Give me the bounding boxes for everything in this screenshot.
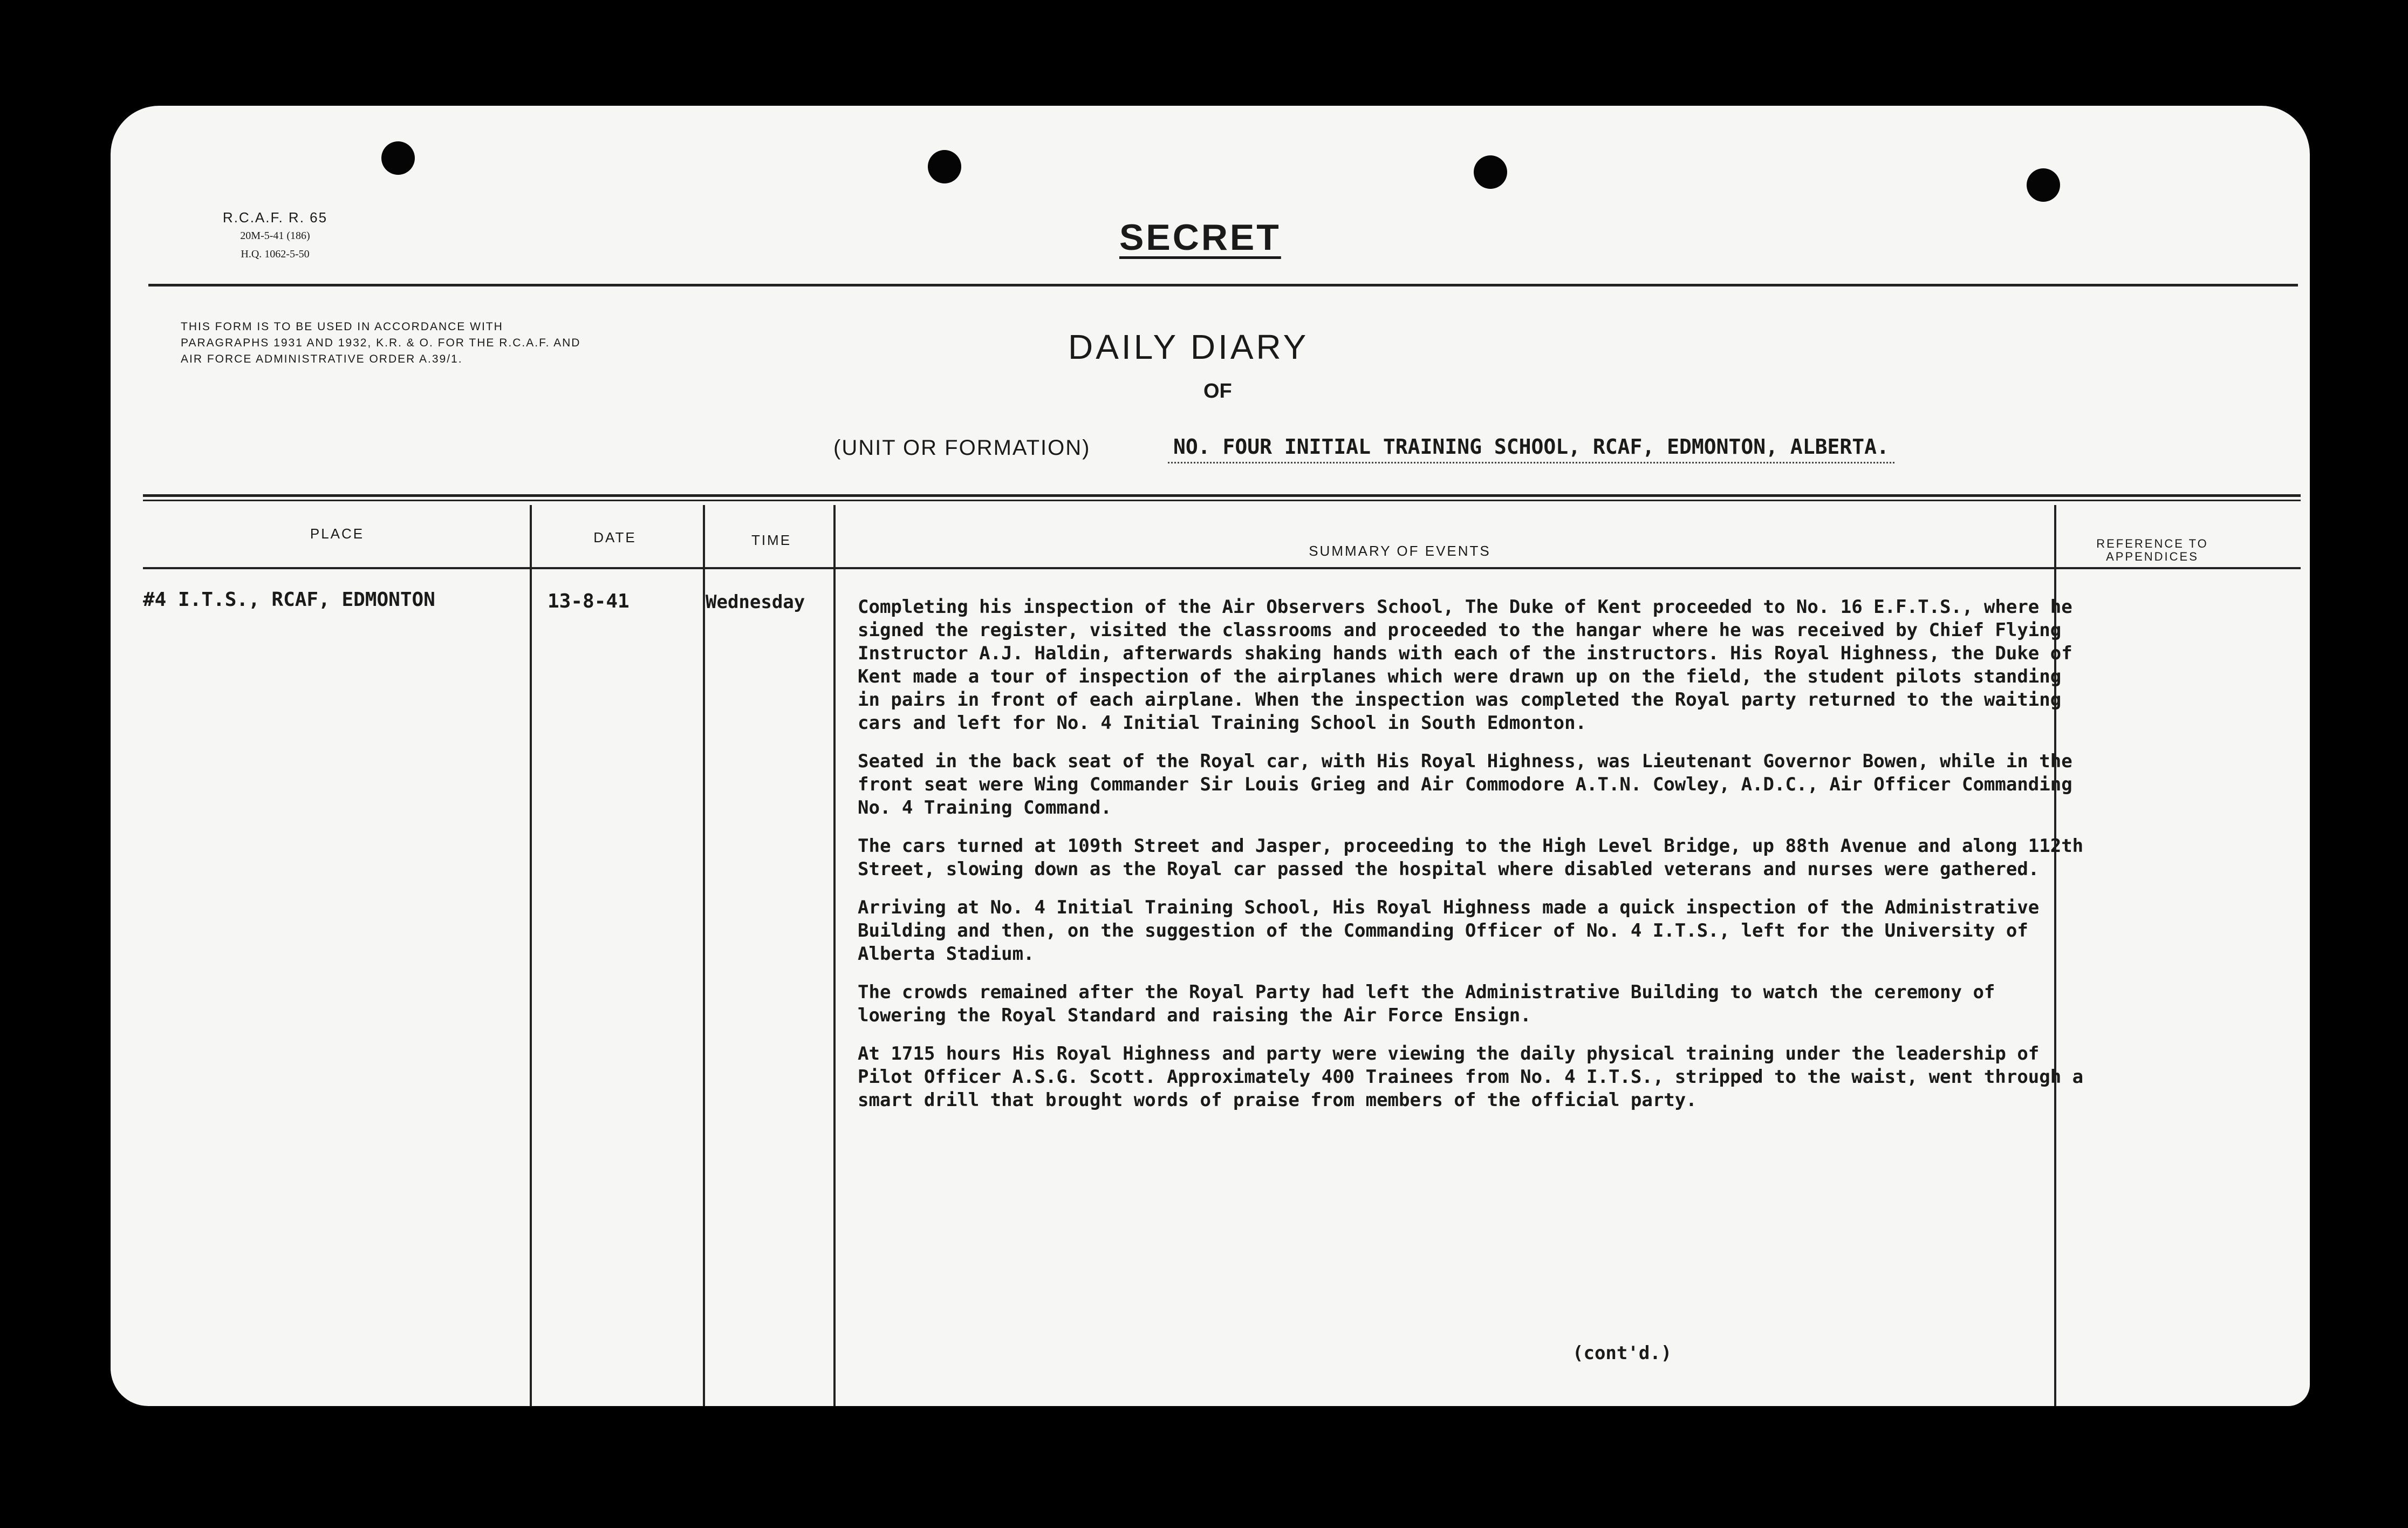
summary-paragraph: Seated in the back seat of the Royal car, with His Royal Highness, was Lieutenant Governor Bowen, while in the front seat were Wing Commander Sir Louis Grieg and Air Commodore A.T.N. Cowley, A.D.C., Air Officer Commanding No. 4 Training Command. [858,751,2072,818]
column-header-date: DATE [593,529,637,545]
unit-value: NO. FOUR INITIAL TRAINING SCHOOL, RCAF, EDMONTON, ALBERTA. [1168,435,1894,463]
entry-place: #4 I.T.S., RCAF, EDMONTON [143,589,435,611]
form-instructions: THIS FORM IS TO BE USED IN ACCORDANCE WITH PARAGRAPHS 1931 AND 1932, K.R. & O. FOR THE R.C.A.F. AND AIR FORCE ADMINISTRATIVE ORDER A.39/1. [181,320,581,365]
column-divider [530,505,532,1406]
diary-page [111,106,2310,1406]
form-hq-ref: H.Q. 1062-5-50 [241,248,310,260]
column-header-time: TIME [751,532,792,548]
summary-paragraph: Completing his inspection of the Air Observers School, The Duke of Kent proceeded to No. 16 E.F.T.S., where he signed the register, visited the classrooms and proceeded to the hangar where he was received by Chief Flying Instructor A.J. Haldin, afterwards shaking hands with each of the instructors. His Royal Highness, the Duke of Kent made a tour of inspection of the airplanes which were drawn up on the field, the student pilots standing in pairs in front of each airplane. When the inspection was completed the Royal party returned to the waiting cars and left for No. 4 Initial Training School in South Edmonton. [858,596,2072,734]
summary-paragraph: The crowds remained after the Royal Party had left the Administrative Building to watch the ceremony of lowering the Royal Standard and raising the Air Force Ensign. [858,981,1995,1026]
title-of: OF [1203,380,1232,403]
table-top-rule [143,494,2301,497]
page-title: DAILY DIARY [1068,328,1309,366]
form-code: R.C.A.F. R. 65 [222,209,328,226]
entry-date: 13-8-41 [548,590,630,612]
punch-hole [2027,168,2060,202]
punch-hole [381,141,415,175]
header-rule [148,284,2298,286]
classification-heading: SECRET [1119,217,1281,258]
summary-paragraph: At 1715 hours His Royal Highness and party were viewing the daily physical training under the leadership of Pilot Officer A.S.G. Scott. Approximately 400 Trainees from No. 4 I.T.S., stripped to the waist, went through a smart drill that brought words of praise from members of the official party. [858,1043,2084,1111]
column-divider [833,505,836,1406]
summary-of-events [858,596,2093,1127]
form-identifier [186,208,364,263]
summary-paragraph: Arriving at No. 4 Initial Training School, His Royal Highness made a quick inspection of the Administrative Building and then, on the suggestion of the Commanding Officer of No. 4 I.T.S., left for the University of Alberta Stadium. [858,897,2040,965]
form-print-run: 20M-5-41 (186) [240,230,310,242]
column-divider [703,505,705,1406]
column-header-reference: REFERENCE TO APPENDICES [2096,537,2208,563]
column-header-place: PLACE [310,526,365,542]
unit-label: (UNIT OR FORMATION) [833,436,1091,460]
punch-hole [928,150,961,183]
summary-paragraph: The cars turned at 109th Street and Jasper, proceeding to the High Level Bridge, up 88th Avenue and along 112th Street, slowing down as the Royal car passed the hospital where disabled veterans and nurses were gathered. [858,835,2084,880]
punch-hole [1474,155,1507,189]
entry-time: Wednesday [706,591,805,613]
column-header-summary: SUMMARY OF EVENTS [1309,543,1491,559]
column-header-rule [143,567,2301,569]
table-top-rule-inner [143,500,2301,501]
continued-note: (cont'd.) [1572,1342,1672,1364]
